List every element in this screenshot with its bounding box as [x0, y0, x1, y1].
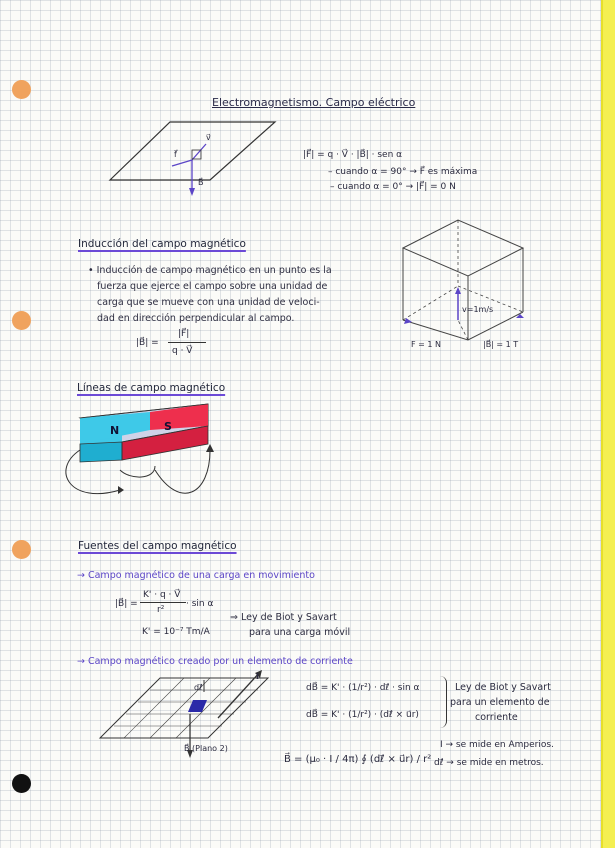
biot-carga-lhs: |B⃗| =	[115, 599, 138, 609]
fraction-bar	[168, 342, 206, 343]
b-formula-lhs: |B⃗| =	[136, 338, 159, 348]
db-formula-sin: dB⃗ = K' · (1/r²) · dℓ⃗ · sin α	[306, 683, 420, 693]
induccion-paragraph	[88, 263, 332, 327]
page-edge-highlight	[601, 0, 615, 848]
paragraph-line: • Inducción de campo magnético en un punto es la	[88, 265, 332, 276]
unit-note-length: dℓ⃗ → se mide en metros.	[434, 758, 544, 768]
bar-magnet-diagram	[60, 400, 230, 520]
binder-hole	[12, 774, 31, 793]
cube-diagram	[398, 220, 528, 340]
cube-field-label: |B⃗| = 1 T	[483, 340, 519, 349]
k-constant: K' = 10⁻⁷ Tm/A	[142, 627, 210, 637]
brace	[440, 676, 447, 728]
biot-elemento-note-2: para un elemento de	[450, 697, 550, 708]
section-heading-lineas: Líneas de campo magnético	[77, 382, 226, 394]
biot-elemento-note-3: corriente	[475, 712, 518, 723]
force-formula: |F⃗| = q · V⃗ · |B⃗| · sen α	[303, 150, 403, 160]
cube-force-label: F = 1 N	[411, 340, 442, 349]
item-elemento-corriente: → Campo magnético creado por un elemento de corriente	[77, 656, 353, 667]
plane-vectors-diagram	[110, 118, 280, 198]
b-vector-label: B⃗	[198, 178, 204, 187]
v-vector-label: v⃗	[206, 133, 211, 142]
b-formula-denominator: q · V⃗	[172, 346, 193, 356]
section-heading-induccion: Inducción del campo magnético	[78, 238, 246, 250]
biot-elemento-note-1: Ley de Biot y Savart	[455, 682, 551, 693]
biot-carga-note-2: para una carga móvil	[249, 627, 351, 638]
current-i-label: I	[256, 672, 259, 681]
biot-carga-numerator: K' · q · V⃗	[143, 590, 181, 600]
f-vector-label: f⃗	[174, 150, 177, 159]
binder-hole	[12, 80, 31, 99]
b-integral-formula: B⃗ = (μ₀ · I / 4π) ∮ (dℓ⃗ × u⃗r) / r²	[284, 754, 432, 765]
page-title: Electromagnetismo. Campo eléctrico	[212, 96, 416, 109]
binder-hole	[12, 540, 31, 559]
biot-carga-note-1: ⇒ Ley de Biot y Savart	[230, 612, 337, 623]
b-formula-numerator: |F⃗|	[178, 329, 190, 339]
magnet-pole-s: S	[164, 420, 172, 433]
section-heading-fuentes: Fuentes del campo magnético	[78, 540, 237, 552]
cube-velocity-label: v=1m/s	[462, 305, 494, 314]
force-case-zero: – cuando α = 0° → |F⃗| = 0 N	[330, 182, 456, 192]
force-case-max: – cuando α = 90° → F⃗ es máxima	[328, 167, 478, 177]
biot-carga-denominator: r²	[157, 605, 165, 615]
paragraph-line: dad en dirección perpendicular al campo.	[97, 313, 295, 324]
fraction-bar	[140, 602, 186, 603]
biot-carga-tail: · sin α	[186, 599, 214, 609]
item-carga-movimiento: → Campo magnético de una carga en movimiento	[77, 570, 315, 581]
magnet-pole-n: N	[110, 424, 120, 437]
unit-note-current: I → se mide en Amperios.	[440, 740, 554, 750]
paragraph-line: carga que se mueve con una unidad de veloci-	[97, 297, 320, 308]
plano-label: B⃗ (Plano 2)	[184, 744, 228, 753]
binder-hole	[12, 311, 31, 330]
paragraph-line: fuerza que ejerce el campo sobre una unidad de	[97, 281, 328, 292]
dl-label: dℓ⃗	[194, 683, 203, 692]
db-formula-cross: dB⃗ = K' · (1/r²) · (dℓ⃗ × u⃗r)	[306, 710, 419, 720]
